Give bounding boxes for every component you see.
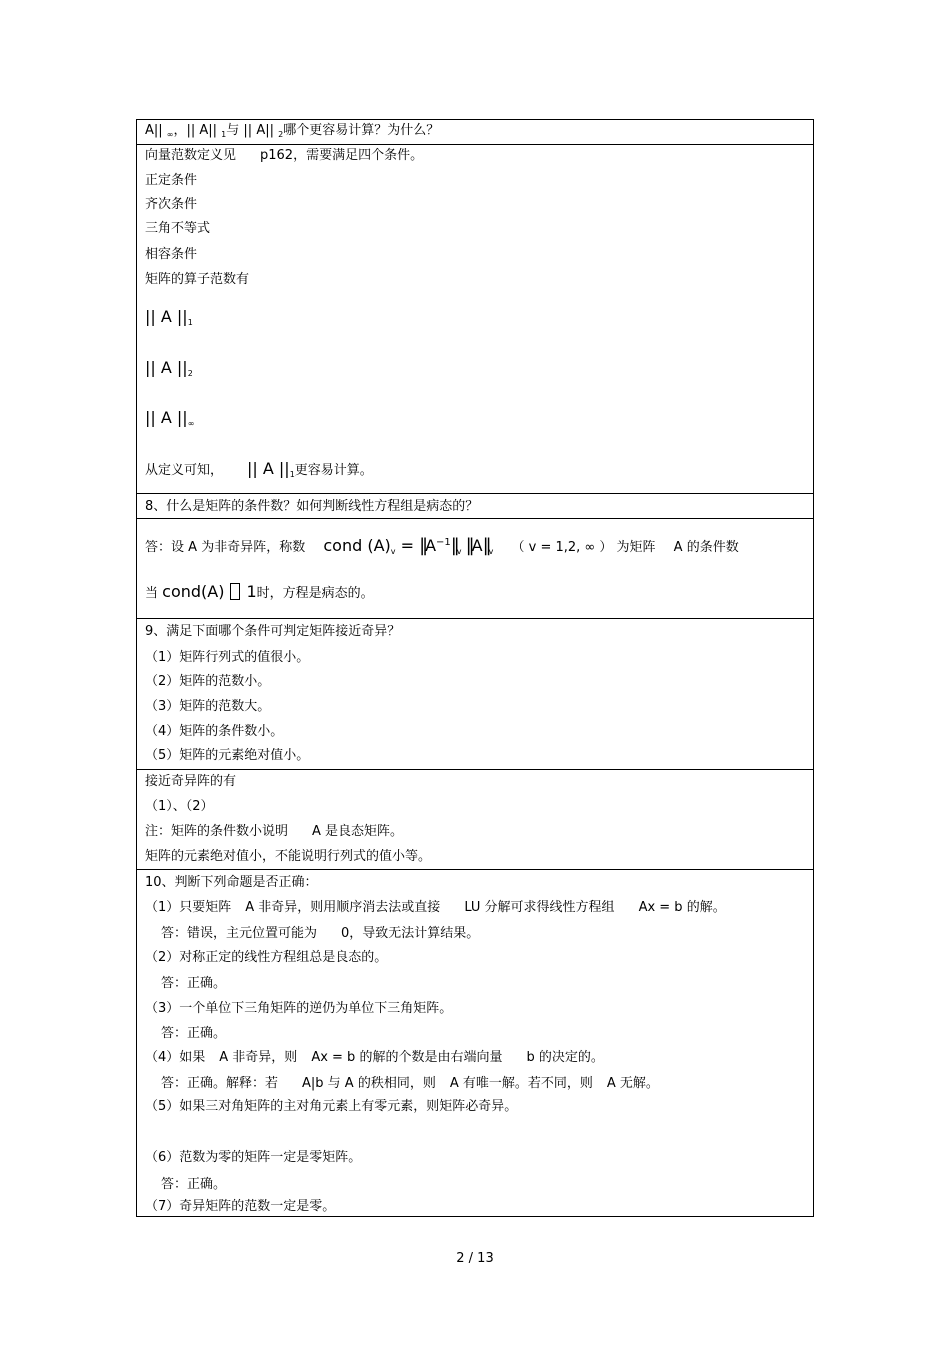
formula-text: A xyxy=(425,536,437,555)
q9-option: （3）矩阵的范数大。 xyxy=(145,699,271,714)
q8-answer-line xyxy=(145,583,374,602)
subscript: v xyxy=(456,547,462,556)
text-run: 答：设 xyxy=(145,540,185,555)
row-divider xyxy=(137,769,813,770)
text-run: A 非奇异，则 xyxy=(219,1050,298,1065)
text-run: 为矩阵 xyxy=(616,540,656,555)
text-run: 从定义可知， xyxy=(145,463,224,478)
text-run: LU 分解可求得线性方程组 xyxy=(464,900,615,915)
condition-item: 三角不等式 xyxy=(145,221,211,236)
text-run: 时，方程是病态的。 xyxy=(256,586,374,601)
q10-answer: 答：正确。 xyxy=(161,1177,227,1192)
formula-text: || A || xyxy=(145,307,188,326)
q10-question: 10、判断下列命题是否正确： xyxy=(145,875,318,890)
subscript: 2 xyxy=(278,130,284,139)
subscript: 1 xyxy=(289,470,295,479)
norm-formula xyxy=(145,308,193,332)
row-divider xyxy=(137,518,813,519)
formula-text: = xyxy=(395,536,420,555)
q9-option: （4）矩阵的条件数小。 xyxy=(145,724,284,739)
text-run: Ax = b 的解。 xyxy=(638,900,726,915)
text-run: 0，导致无法计算结果。 xyxy=(341,926,480,941)
subscript: 1 xyxy=(187,318,193,327)
row-divider xyxy=(137,493,813,494)
text-run: b 的决定的。 xyxy=(526,1050,604,1065)
q10-statement: （2）对称正定的线性方程组总是良态的。 xyxy=(145,950,388,965)
q9-answer-line: 矩阵的元素绝对值小，不能说明行列式的值小等。 xyxy=(145,849,432,864)
q7-question xyxy=(145,123,439,143)
text-run: 注：矩阵的条件数小说明 xyxy=(145,824,289,839)
formula-text: cond (A) xyxy=(323,536,391,555)
text-run: （1）只要矩阵 xyxy=(145,900,232,915)
text-run: A 有唯一解。若不同，则 xyxy=(449,1076,593,1091)
text-run: 的条件数 xyxy=(686,540,739,555)
text-run: 答：正确。解释：若 xyxy=(161,1076,279,1091)
superscript: −1 xyxy=(436,537,451,548)
q10-statement xyxy=(145,900,726,916)
matrix-norms-intro: 矩阵的算子范数有 xyxy=(145,272,250,287)
subscript: ∞ xyxy=(187,419,195,428)
text-run: 答：错误，主元位置可能为 xyxy=(161,926,318,941)
q8-question: 8、什么是矩阵的条件数？如何判断线性方程组是病态的？ xyxy=(145,499,479,514)
formula-text: cond(A) xyxy=(162,582,225,601)
condition-item: 正定条件 xyxy=(145,173,198,188)
q10-answer xyxy=(161,926,479,942)
q10-statement: （5）如果三对角矩阵的主对角元素上有零元素，则矩阵必奇异。 xyxy=(145,1099,518,1114)
text-run: （4）如果 xyxy=(145,1050,206,1065)
norm-formula xyxy=(145,409,194,433)
row-divider xyxy=(137,144,813,145)
text-run: A 非奇异，则用顺序消去法或直接 xyxy=(245,900,441,915)
norm-bar: ‖ xyxy=(419,535,426,556)
formula-text: || A || xyxy=(145,408,188,427)
text-run: A|| xyxy=(199,123,218,138)
text-run: A|| xyxy=(256,123,274,138)
text-run: 当 xyxy=(145,586,159,601)
text-run: A 无解。 xyxy=(606,1076,659,1091)
condition-item: 齐次条件 xyxy=(145,197,198,212)
q9-answer-line xyxy=(145,824,403,840)
row-divider xyxy=(137,869,813,870)
formula-text: || A || xyxy=(145,358,188,377)
q7-answer-line xyxy=(145,148,423,164)
text-run: A|| xyxy=(145,123,163,138)
q10-statement: （6）范数为零的矩阵一定是零矩阵。 xyxy=(145,1150,362,1165)
norm-bar: ‖ xyxy=(450,535,457,556)
q8-answer-line xyxy=(145,535,739,560)
text-run: 与 || xyxy=(226,123,253,138)
q9-option: （2）矩阵的范数小。 xyxy=(145,674,271,689)
norm-bar: ‖ xyxy=(465,535,472,556)
qa-table xyxy=(136,119,814,1217)
subscript: 2 xyxy=(187,369,193,378)
text-run: 更容易计算。 xyxy=(294,463,373,478)
text-run: A xyxy=(188,540,198,555)
q9-answer-line: 接近奇异阵的有 xyxy=(145,774,237,789)
q10-answer xyxy=(161,1076,659,1092)
formula-text: 1 xyxy=(246,582,257,601)
formula-text: || A || xyxy=(247,459,290,478)
norm-formula xyxy=(145,359,193,383)
text-run: 哪个更容易计算？为什么？ xyxy=(283,123,440,138)
row-divider xyxy=(137,618,813,619)
text-run: Ax = b 的解的个数是由右端向量 xyxy=(311,1050,503,1065)
text-run: 为非奇异阵，称数 xyxy=(201,540,306,555)
q7-conclusion xyxy=(145,460,373,483)
missing-symbol-box xyxy=(230,583,240,600)
q9-answer-line: （1）、（2） xyxy=(145,799,214,814)
q10-statement: （7）奇异矩阵的范数一定是零。 xyxy=(145,1199,336,1214)
text-run: p162，需要满足四个条件。 xyxy=(260,148,424,163)
formula-text: A xyxy=(471,536,483,555)
q10-statement: （3）一个单位下三角矩阵的逆仍为单位下三角矩阵。 xyxy=(145,1001,453,1016)
subscript: v xyxy=(390,547,396,556)
text-run: （ v = 1,2, ∞ ） xyxy=(511,540,613,555)
text-run: A 是良态矩阵。 xyxy=(312,824,404,839)
q9-option: （1）矩阵行列式的值很小。 xyxy=(145,650,310,665)
subscript: 1 xyxy=(221,130,227,139)
page-number: 2 / 13 xyxy=(456,1251,494,1266)
q10-statement xyxy=(145,1050,604,1066)
q10-answer: 答：正确。 xyxy=(161,976,227,991)
text-run: 向量范数定义见 xyxy=(145,148,237,163)
q9-option: （5）矩阵的元素绝对值小。 xyxy=(145,748,310,763)
q9-question: 9、满足下面哪个条件可判定矩阵接近奇异？ xyxy=(145,624,401,639)
condition-item: 相容条件 xyxy=(145,247,198,262)
text-run: A|b 与 A 的秩相同，则 xyxy=(302,1076,436,1091)
norm-bar: ‖ xyxy=(482,535,489,556)
subscript: v xyxy=(488,547,494,556)
text-run: A xyxy=(673,540,683,555)
text-run: ，|| xyxy=(173,123,196,138)
q10-answer: 答：正确。 xyxy=(161,1026,227,1041)
subscript: ∞ xyxy=(166,130,174,139)
